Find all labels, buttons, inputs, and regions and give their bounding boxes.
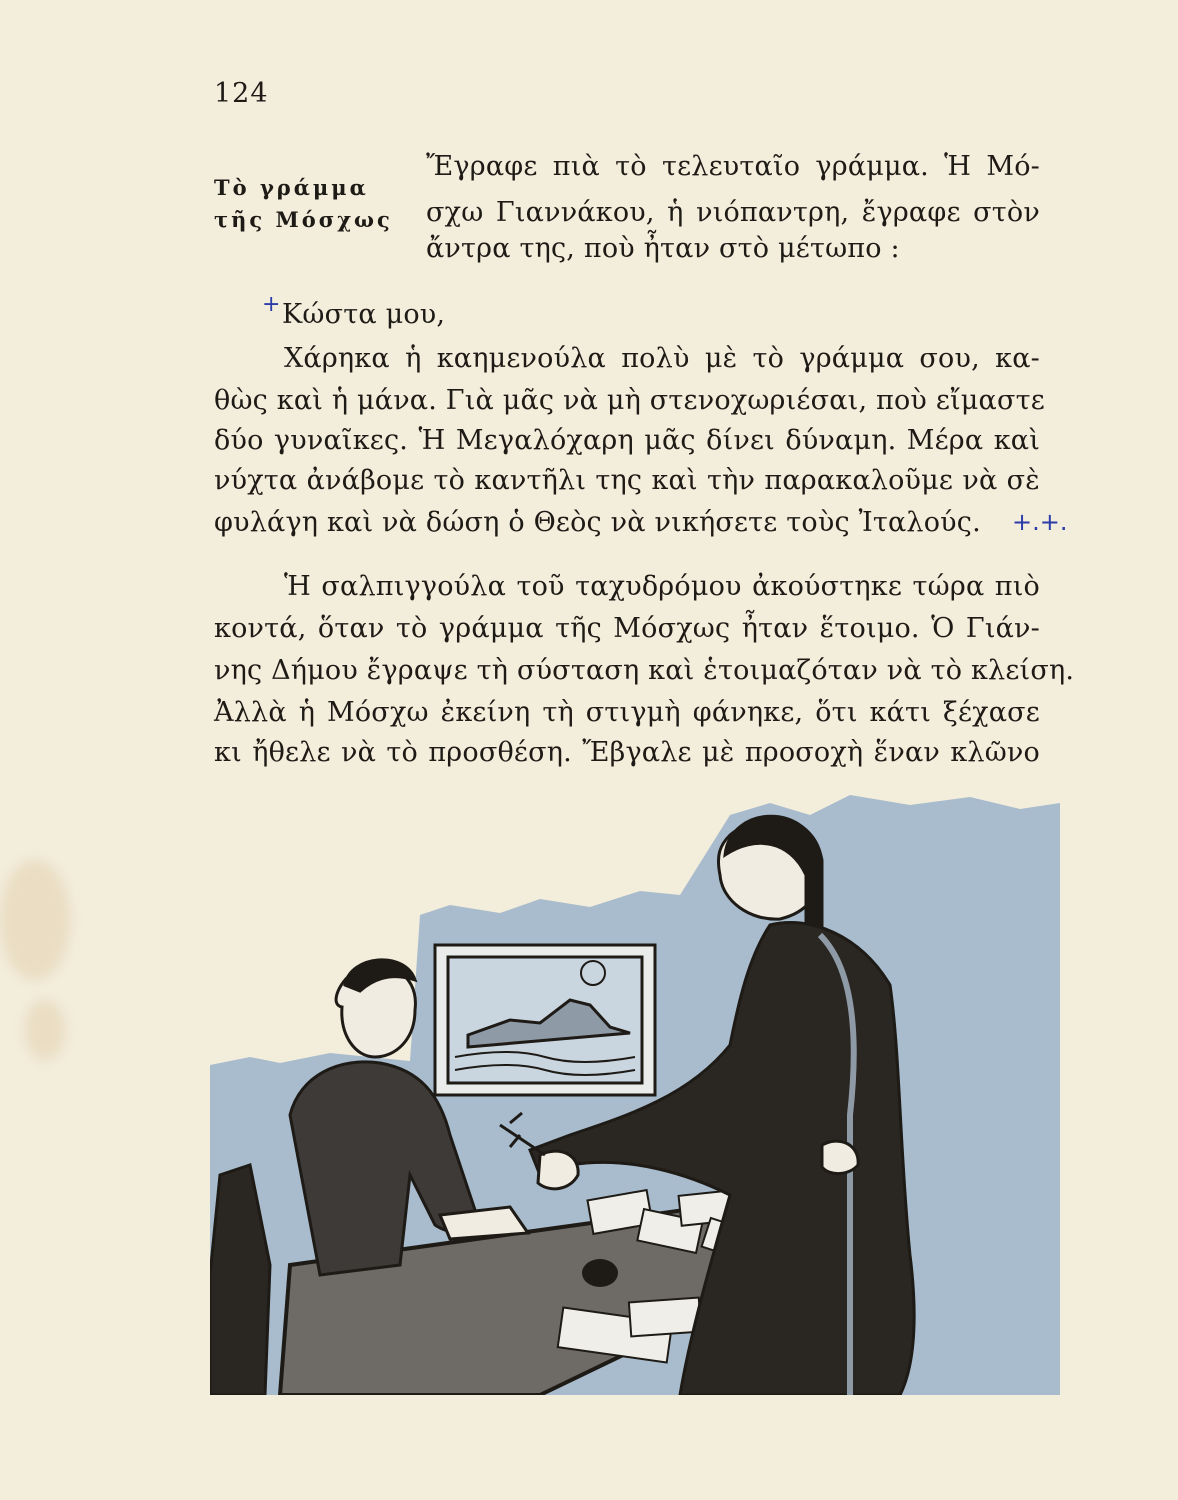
- page-number: 124: [214, 78, 269, 109]
- illustration: [210, 795, 1060, 1395]
- wall-picture: [435, 945, 655, 1095]
- narration-line: νης Δήμου ἔγραψε τὴ σύσταση καὶ ἑτοιμαζόταν νὰ τὸ κλείση.: [214, 655, 1075, 686]
- letter-line: φυλάγη καὶ νὰ δώση ὁ Θεὸς νὰ νικήσετε τοὺς Ἰταλούς.: [214, 507, 981, 538]
- paper-stain: [25, 1000, 65, 1060]
- narration-line: Ἀλλὰ ἡ Μόσχω ἐκείνη τὴ στιγμὴ φάνηκε, ὅτι κάτι ξέχασε: [214, 697, 1040, 728]
- intro-line: ἄντρα της, ποὺ ἦταν στὸ μέτωπο :: [426, 233, 900, 264]
- pen-mark: +.+.: [1012, 508, 1068, 536]
- letter-line: νύχτα ἀνάβομε τὸ καντῆλι της καὶ τὴν παρακαλοῦμε νὰ σὲ: [214, 465, 1040, 496]
- narration-line: κοντά, ὅταν τὸ γράμμα τῆς Μόσχως ἦταν ἕτοιμο. Ὁ Γιάν-: [214, 613, 1040, 644]
- letter-line: θὼς καὶ ἡ μάνα. Γιὰ μᾶς νὰ μὴ στενοχωριέσαι, ποὺ εἴμαστε: [214, 385, 1045, 416]
- intro-line: σχω Γιαννάκου, ἡ νιόπαντρη, ἔγραφε στὸν: [426, 197, 1040, 228]
- letter-line: Χάρηκα ἡ καημενούλα πολὺ μὲ τὸ γράμμα σου, κα-: [284, 343, 1040, 374]
- letter-line: δύο γυναῖκες. Ἡ Μεγαλόχαρη μᾶς δίνει δύναμη. Μέρα καὶ: [214, 425, 1040, 456]
- paper-stain: [0, 860, 70, 980]
- margin-heading: [214, 172, 424, 236]
- inkwell: [582, 1259, 618, 1287]
- narration-line: κι ἤθελε νὰ τὸ προσθέση. Ἔβγαλε μὲ προσοχὴ ἕναν κλῶνο: [214, 737, 1040, 768]
- pen-mark: +: [262, 292, 281, 317]
- intro-line: Ἔγραφε πιὰ τὸ τελευταῖο γράμμα. Ἡ Μό-: [426, 151, 1040, 182]
- narration-line: Ἡ σαλπιγγούλα τοῦ ταχυδρόμου ἀκούστηκε τώρα πιὸ: [284, 571, 1040, 602]
- margin-heading-line: Τὸ γράμμα: [214, 175, 369, 200]
- letter-salutation: Κώστα μου,: [282, 299, 446, 330]
- margin-heading-line: τῆς Μόσχως: [214, 207, 393, 232]
